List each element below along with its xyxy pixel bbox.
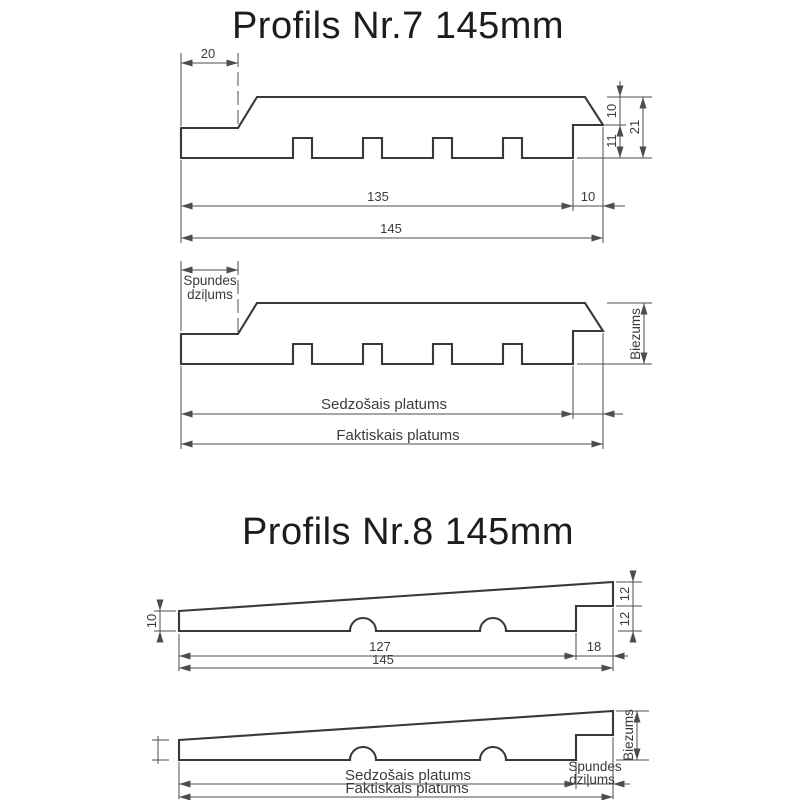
p7-label-thickness: Biezums (628, 308, 643, 360)
profile7-dimension-lines (181, 53, 652, 243)
p7-dim-total-thickness: 21 (627, 119, 642, 135)
profile7-labeled-dimension-lines (181, 261, 652, 449)
profile8-labeled-outline (179, 711, 613, 760)
profile7-labeled-outline (181, 303, 603, 364)
profile8-title: Profils Nr.8 145mm (241, 511, 575, 553)
p7-dim-full-width: 145 (380, 221, 402, 236)
profile7-outline (181, 97, 603, 158)
p8-label-thickness: Biezums (621, 709, 636, 761)
p8-label-cover-width: Sedzošais platums (345, 767, 471, 784)
p7-dim-rabbet-width: 10 (580, 189, 596, 204)
p8-dim-left-thickness: 10 (144, 613, 159, 629)
p8-label-tongue-depth-line2: dziļums (569, 772, 615, 787)
p8-dim-right-upper: 12 (617, 586, 632, 602)
profile7-labeled-drawing (181, 261, 652, 449)
p8-dim-tongue-depth: 18 (586, 639, 602, 654)
p8-dim-cover-width: 127 (369, 639, 391, 654)
profile8-dimension-lines (154, 572, 642, 671)
p7-label-full-width: Faktiskais platums (336, 427, 460, 444)
p8-label-tongue-depth-line1: Spundes (568, 759, 622, 774)
p7-dim-tongue-width: 20 (200, 46, 216, 61)
p8-dim-right-lower: 12 (617, 611, 632, 627)
p7-dim-cover-width: 135 (367, 189, 389, 204)
p8-dim-full-width: 145 (372, 652, 394, 667)
p7-label-cover-width: Sedzošais platums (321, 396, 447, 413)
p7-label-tongue-depth-line1: Spundes (183, 273, 237, 288)
p8-label-full-width: Faktiskais platums (345, 780, 469, 797)
profile7-title: Profils Nr.7 145mm (231, 5, 565, 47)
profile7-dimensioned-drawing (181, 46, 652, 243)
profile8-labeled-drawing (152, 709, 649, 799)
profile8-dimensioned-drawing (144, 572, 642, 671)
profile8-outline (179, 582, 613, 631)
p7-label-tongue-depth-line2: dziļums (187, 287, 233, 302)
p7-dim-under-height: 11 (604, 134, 619, 148)
p7-dim-chamfer-height: 10 (604, 103, 619, 119)
